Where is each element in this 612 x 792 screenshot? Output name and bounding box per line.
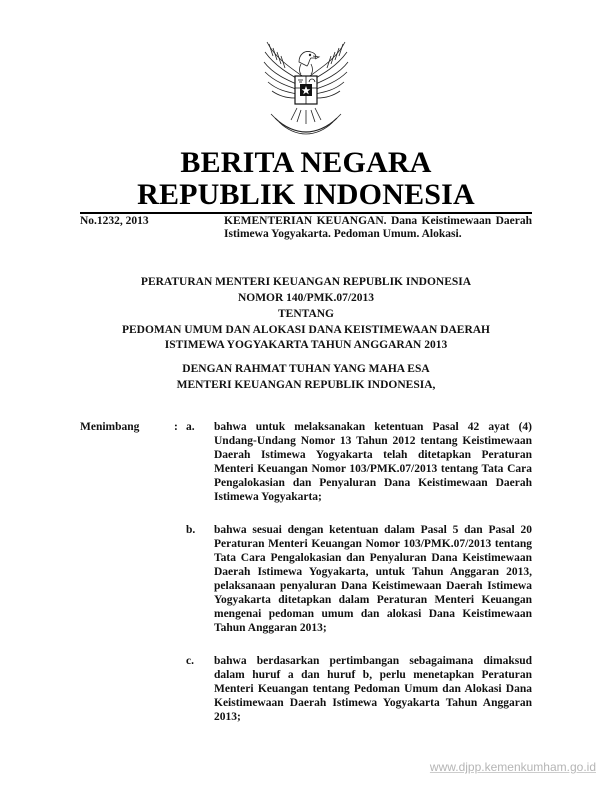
consideration-text-a: bahwa untuk melaksanakan ketentuan Pasal 42 ayat (4) Undang-Undang Nomor 13 Tahun 2012 tentang Keistimewaan Daerah Istimewa Yogyakarta telah ditetapkan Peraturan Menteri Keuangan Nomor 103/PMK.07/2013 tentang Tata Cara Pengalokasian dan Penyaluran Dana Keistimewaan Daerah Istimewa Yogyakarta; xyxy=(214,421,532,503)
gazette-summary: KEMENTERIAN KEUANGAN. Dana Keistimewaan Daerah Istimewa Yogyakarta. Pedoman Umum. Alokasi. xyxy=(224,215,532,240)
gazette-title-line1: BERITA NEGARA xyxy=(180,146,432,179)
consideration-text-c: bahwa berdasarkan pertimbangan sebagaimana dimaksud dalam huruf a dan huruf b, perlu menetapkan Peraturan Menteri Keuangan tentang Pedoman Umum dan Alokasi Dana Keistimewaan Daerah Istimewa Yogyakarta Tahun Anggaran 2013; xyxy=(214,655,532,723)
header-divider xyxy=(80,212,532,214)
regulation-heading: PERATURAN MENTERI KEUANGAN REPUBLIK INDONESIA xyxy=(140,276,472,288)
invocation-line: DENGAN RAHMAT TUHAN YANG MAHA ESA xyxy=(182,363,430,375)
gazette-number: No.1232, 2013 xyxy=(80,215,149,227)
menimbang-colon: : xyxy=(174,421,178,433)
regulation-subject-line1: PEDOMAN UMUM DAN ALOKASI DANA KEISTIMEWAAN DAERAH xyxy=(121,324,491,336)
issuer-line: MENTERI KEUANGAN REPUBLIK INDONESIA, xyxy=(176,379,436,391)
menimbang-label: Menimbang xyxy=(80,421,140,433)
consideration-letter-c: c. xyxy=(186,655,194,667)
garuda-emblem-icon xyxy=(261,38,351,138)
footer-website-link[interactable]: www.djpp.kemenkumham.go.id xyxy=(429,760,596,774)
consideration-text-b: bahwa sesuai dengan ketentuan dalam Pasal 5 dan Pasal 20 Peraturan Menteri Keuangan Nomor 103/PMK.07/2013 tentang Tata Cara Pengalokasian dan Penyaluran Dana Keistimewaan Daerah Istimewa Yogyakarta, untuk Tahun Anggaran 2013, pelaksanaan penyaluran Dana Keistimewaan Daerah Istimewa Yogyakarta ditetapkan dalam Peraturan Menteri Keuangan mengenai pedoman umum dan alokasi Dana Keistimewaan Tahun Anggaran 2013; xyxy=(214,524,532,634)
gazette-title-line2: REPUBLIK INDONESIA xyxy=(137,178,475,211)
regulation-tentang: TENTANG xyxy=(277,308,335,320)
regulation-subject-line2: ISTIMEWA YOGYAKARTA TAHUN ANGGARAN 2013 xyxy=(164,339,448,351)
consideration-letter-b: b. xyxy=(186,524,196,536)
consideration-letter-a: a. xyxy=(186,421,195,433)
regulation-number: NOMOR 140/PMK.07/2013 xyxy=(237,292,375,304)
